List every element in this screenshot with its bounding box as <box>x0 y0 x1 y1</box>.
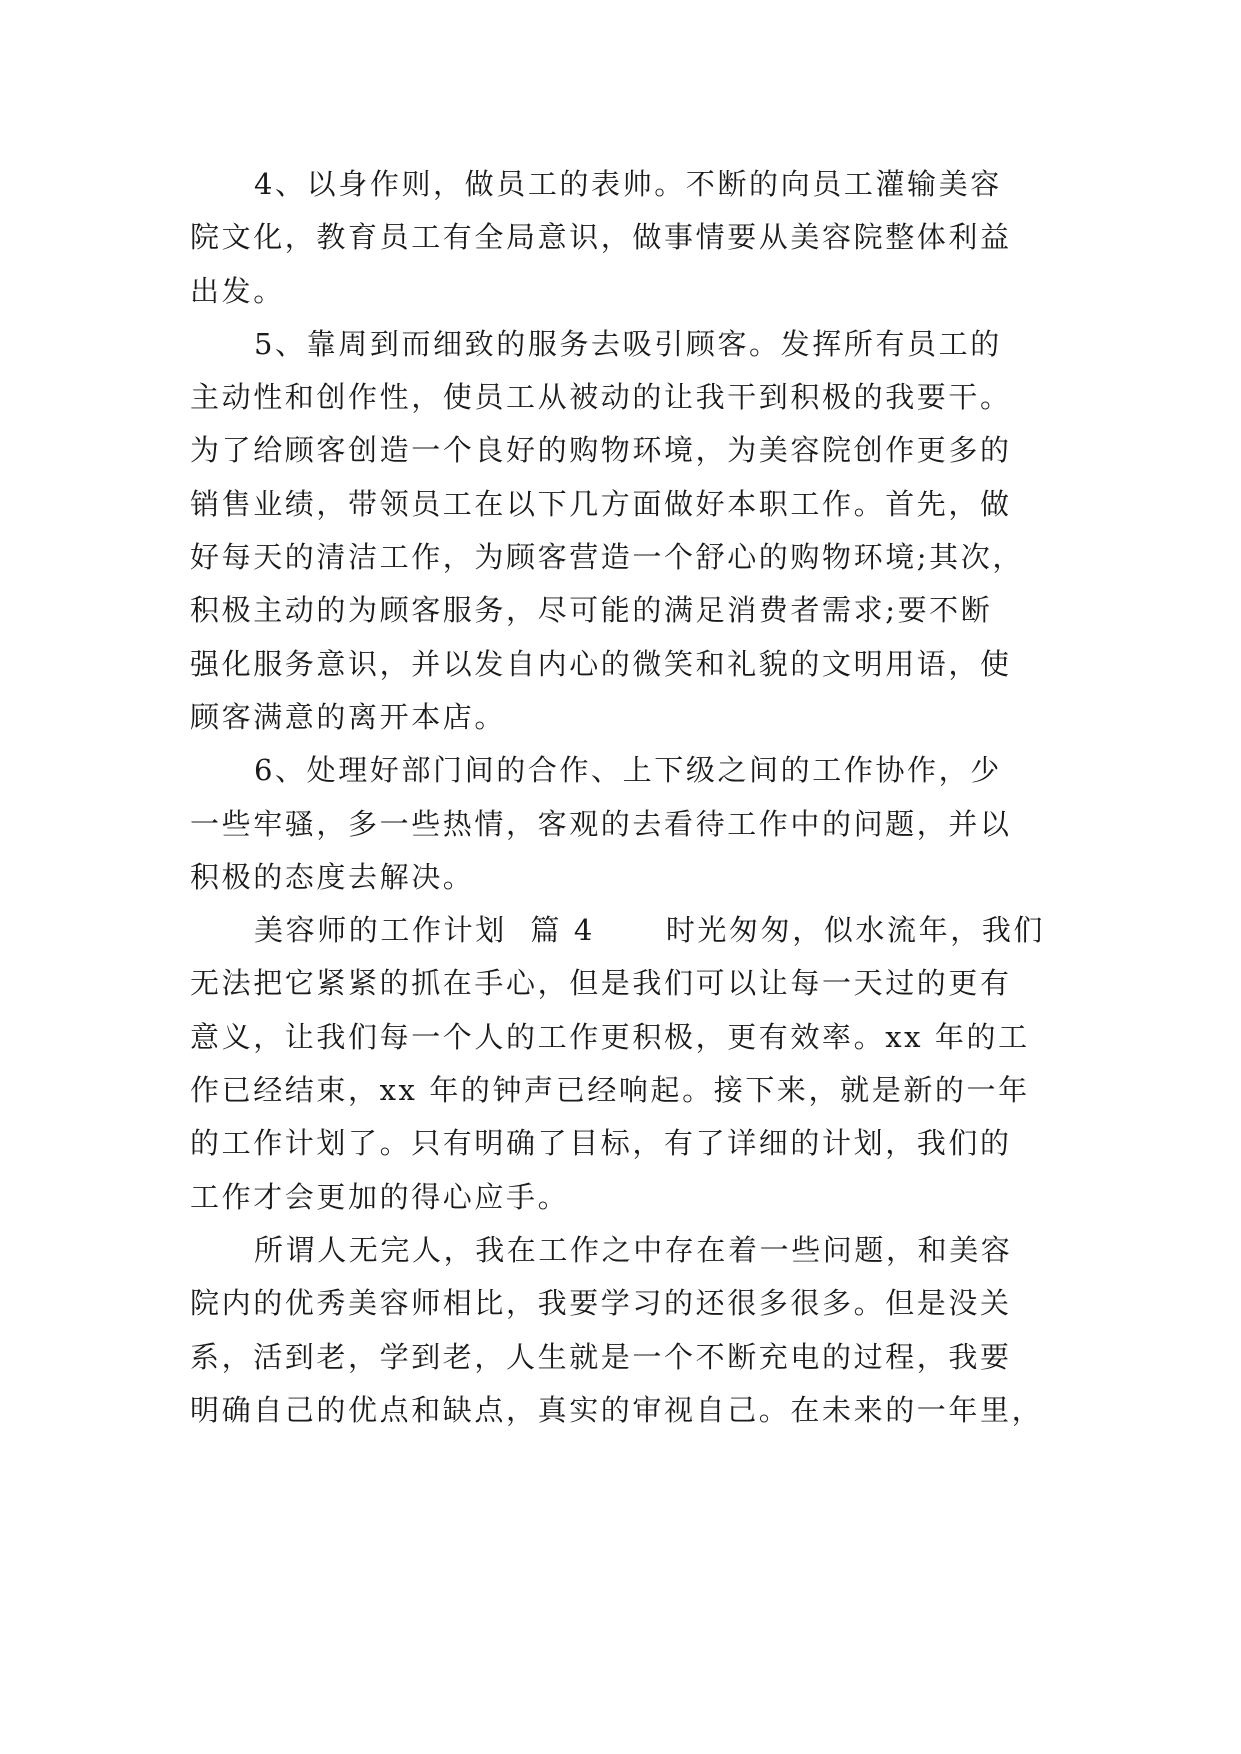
text-line: 为了给顾客创造一个良好的购物环境，为美容院创作更多的 <box>190 433 1012 468</box>
text-line: 美容师的工作计划 篇 4 时光匆匆，似水流年，我们 <box>254 913 1046 948</box>
paragraph-section-4-intro <box>190 904 1060 1224</box>
text-line: 6、处理好部门间的合作、上下级之间的工作协作，少 <box>254 753 1002 788</box>
text-line: 系，活到老，学到老，人生就是一个不断充电的过程，我要 <box>190 1339 1012 1374</box>
text-line: 强化服务意识，并以发自内心的微笑和礼貌的文明用语，使 <box>190 646 1012 681</box>
text-line: 所谓人无完人，我在工作之中存在着一些问题，和美容 <box>254 1232 1013 1267</box>
text-line: 5、靠周到而细致的服务去吸引顾客。发挥所有员工的 <box>254 326 1002 361</box>
text-line: 作已经结束，xx 年的钟声已经响起。接下来，就是新的一年 <box>190 1073 1030 1108</box>
text-line: 主动性和创作性，使员工从被动的让我干到积极的我要干。 <box>190 380 1012 415</box>
text-line: 顾客满意的离开本店。 <box>190 699 507 734</box>
text-line: 销售业绩，带领员工在以下几方面做好本职工作。首先，做 <box>190 486 1012 521</box>
text-line: 工作才会更加的得心应手。 <box>190 1179 570 1214</box>
text-line: 明确自己的优点和缺点，真实的审视自己。在未来的一年里， <box>190 1392 1044 1427</box>
text-line: 院内的优秀美容师相比，我要学习的还很多很多。但是没关 <box>190 1286 1012 1321</box>
text-line: 4、以身作则，做员工的表帅。不断的向员工灌输美容 <box>254 167 1002 201</box>
text-line: 积极的态度去解决。 <box>190 859 475 894</box>
text-line: 院文化，教育员工有全局意识，做事情要从美容院整体利益 <box>190 220 1012 255</box>
paragraph-self-review <box>190 1224 1060 1437</box>
text-line: 一些牢骚，多一些热情，客观的去看待工作中的问题，并以 <box>190 806 1012 841</box>
text-line: 出发。 <box>190 273 285 308</box>
text-line: 无法把它紧紧的抓在手心，但是我们可以让每一天过的更有 <box>190 966 1012 1001</box>
text-line: 好每天的清洁工作，为顾客营造一个舒心的购物环境;其次， <box>190 540 1024 575</box>
document-body <box>190 158 1060 1437</box>
paragraph-4 <box>190 158 1060 318</box>
paragraph-6 <box>190 744 1060 904</box>
text-line: 积极主动的为顾客服务，尽可能的满足消费者需求;要不断 <box>190 593 993 628</box>
text-line: 意义，让我们每一个人的工作更积极，更有效率。xx 年的工 <box>190 1019 1030 1054</box>
paragraph-5 <box>190 318 1060 744</box>
text-line: 的工作计划了。只有明确了目标，有了详细的计划，我们的 <box>190 1126 1012 1161</box>
